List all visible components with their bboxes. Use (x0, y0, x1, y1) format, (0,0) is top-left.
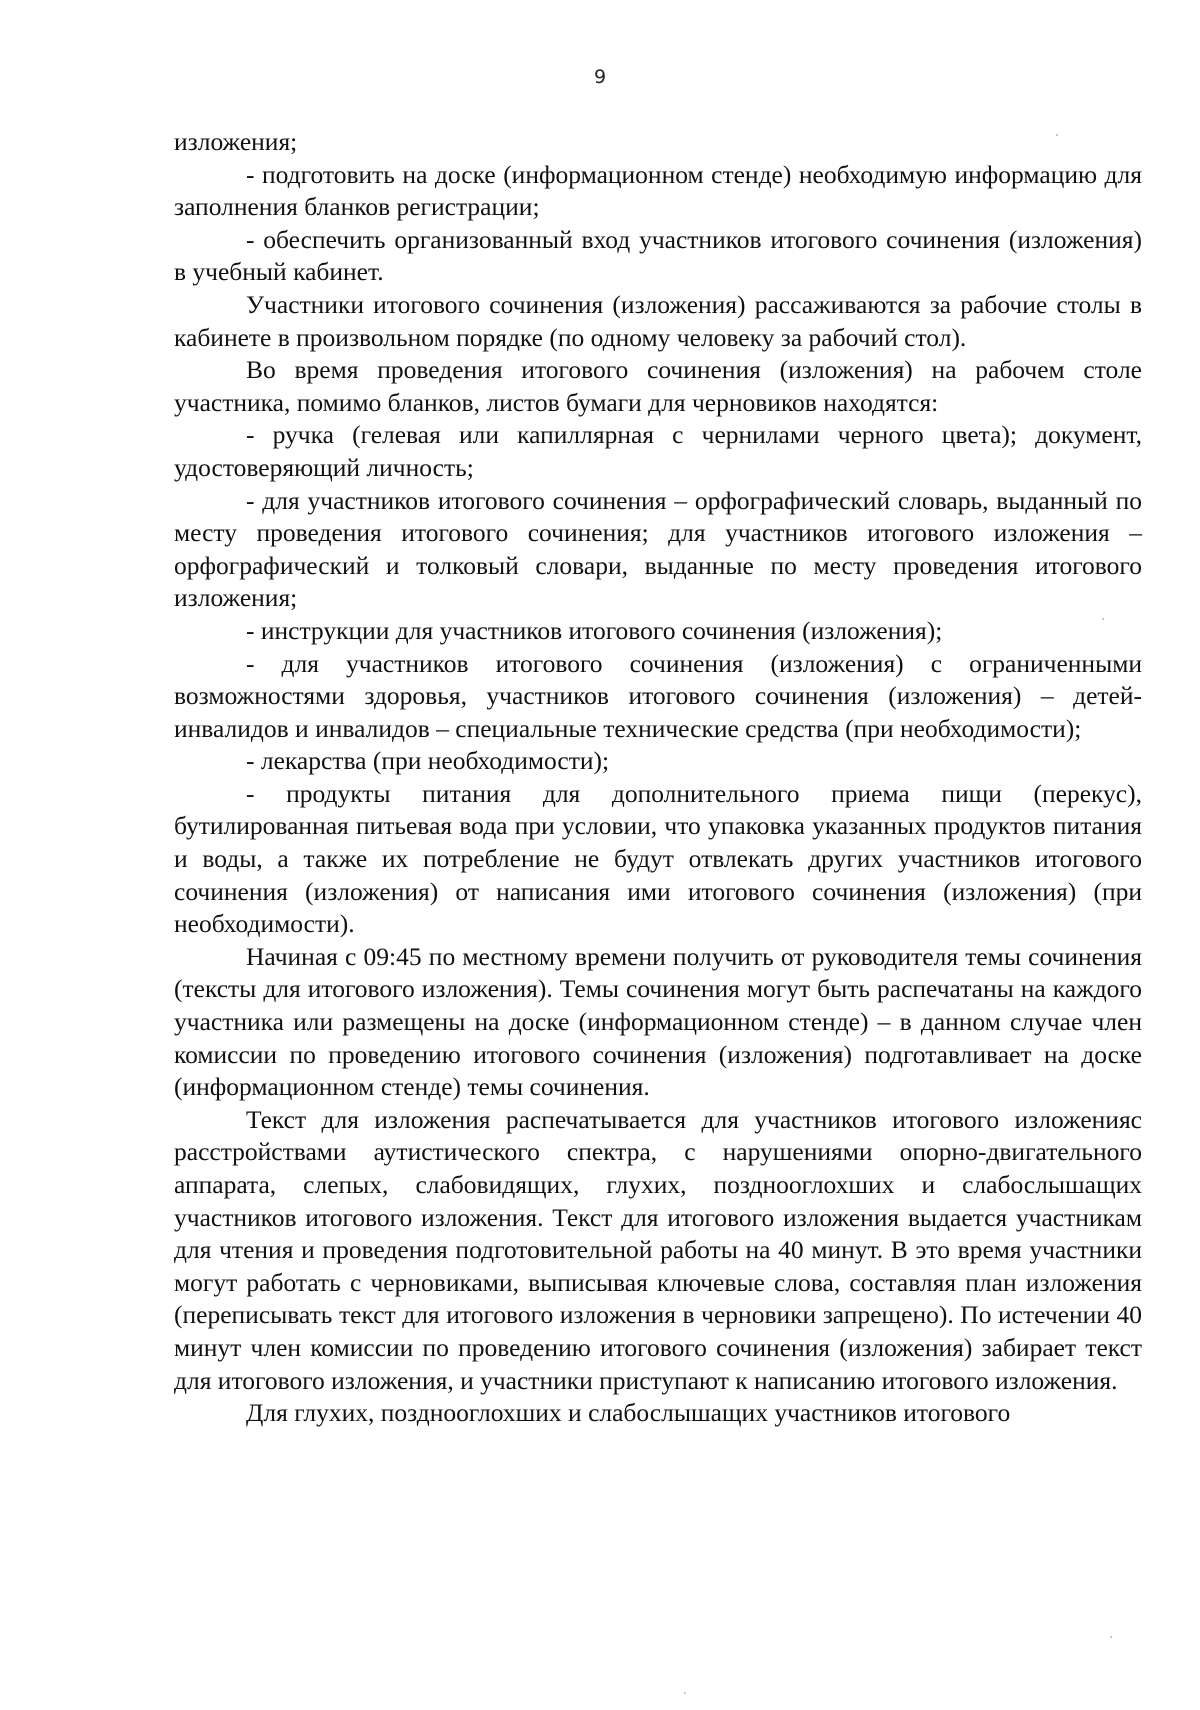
page-number: 9 (593, 66, 607, 88)
paragraph: Участники итогового сочинения (изложения) рассаживаются за рабочие столы в кабинете в произвольном порядке (по одному человеку за рабочий стол). (174, 289, 1142, 352)
scan-speck (684, 1692, 686, 1694)
list-item: - лекарства (при необходимости); (246, 746, 610, 776)
list-item: - инструкции для участников итогового сочинения (изложения); (246, 615, 943, 645)
paragraph: Во время проведения итогового сочинения (изложения) на рабочем столе участника, помимо бланков, листов бумаги для черновиков находятся: (174, 355, 1142, 417)
scan-speck (1110, 1636, 1112, 1638)
paragraph: Для глухих, позднооглохших и слабослышащих участников итогового (246, 1398, 1011, 1428)
list-item: - для участников итогового сочинения (изложения) с ограниченными возможностями здоровья, участников итогового сочинения (изложения) – детей-инвалидов и инвалидов – специальные технические средства (при необходимости); (174, 648, 1142, 743)
list-item: - подготовить на доске (информационном стенде) необходимую информацию для заполнения бланков регистрации; (174, 159, 1142, 222)
scan-speck (1056, 134, 1058, 136)
list-item: - для участников итогового сочинения – орфографический словарь, выданный по месту проведения итогового сочинения; для участников итогового изложения – орфографический и толковый словари, выданные по месту проведения итогового изложения; (174, 485, 1142, 613)
document-body (174, 126, 1142, 1430)
list-item: - обеспечить организованный вход участников итогового сочинения (изложения) в учебный кабинет. (174, 224, 1142, 287)
list-item: - ручка (гелевая или капиллярная с чернилами черного цвета); документ, удостоверяющий личность; (174, 420, 1142, 482)
paragraph: Начиная с 09:45 по местному времени получить от руководителя темы сочинения (тексты для итогового изложения). Темы сочинения могут быть распечатаны на каждого участника или размещены на доске (информационном стенде) – в данном случае член комиссии по проведению итогового сочинения (изложения) подготавливает на доске (информационном стенде) темы сочинения. (174, 941, 1142, 1102)
paragraph: изложения; (174, 127, 298, 156)
list-item: - продукты питания для дополнительного приема пищи (перекус), бутилированная питьевая вода при условии, что упаковка указанных продуктов питания и воды, а также их потребление не будут отвлекать других участников итогового сочинения (изложения) от написания ими итогового сочинения (изложения) (при необходимости). (174, 778, 1142, 939)
scan-speck (1102, 618, 1104, 620)
paragraph: Текст для изложения распечатывается для участников итогового изложенияс расстройствами аутистического спектра, с нарушениями опорно-двигательного аппарата, слепых, слабовидящих, глухих, позднооглохших и слабослышащих участников итогового изложения. Текст для итогового изложения выдается участникам для чтения и проведения подготовительной работы на 40 минут. В это время участники могут работать с черновиками, выписывая ключевые слова, составляя план изложения (переписывать текст для итогового изложения в черновики запрещено). По истечении 40 минут член комиссии по проведению итогового сочинения (изложения) забирает текст для итогового изложения, и участники приступают к написанию итогового изложения. (174, 1104, 1142, 1395)
